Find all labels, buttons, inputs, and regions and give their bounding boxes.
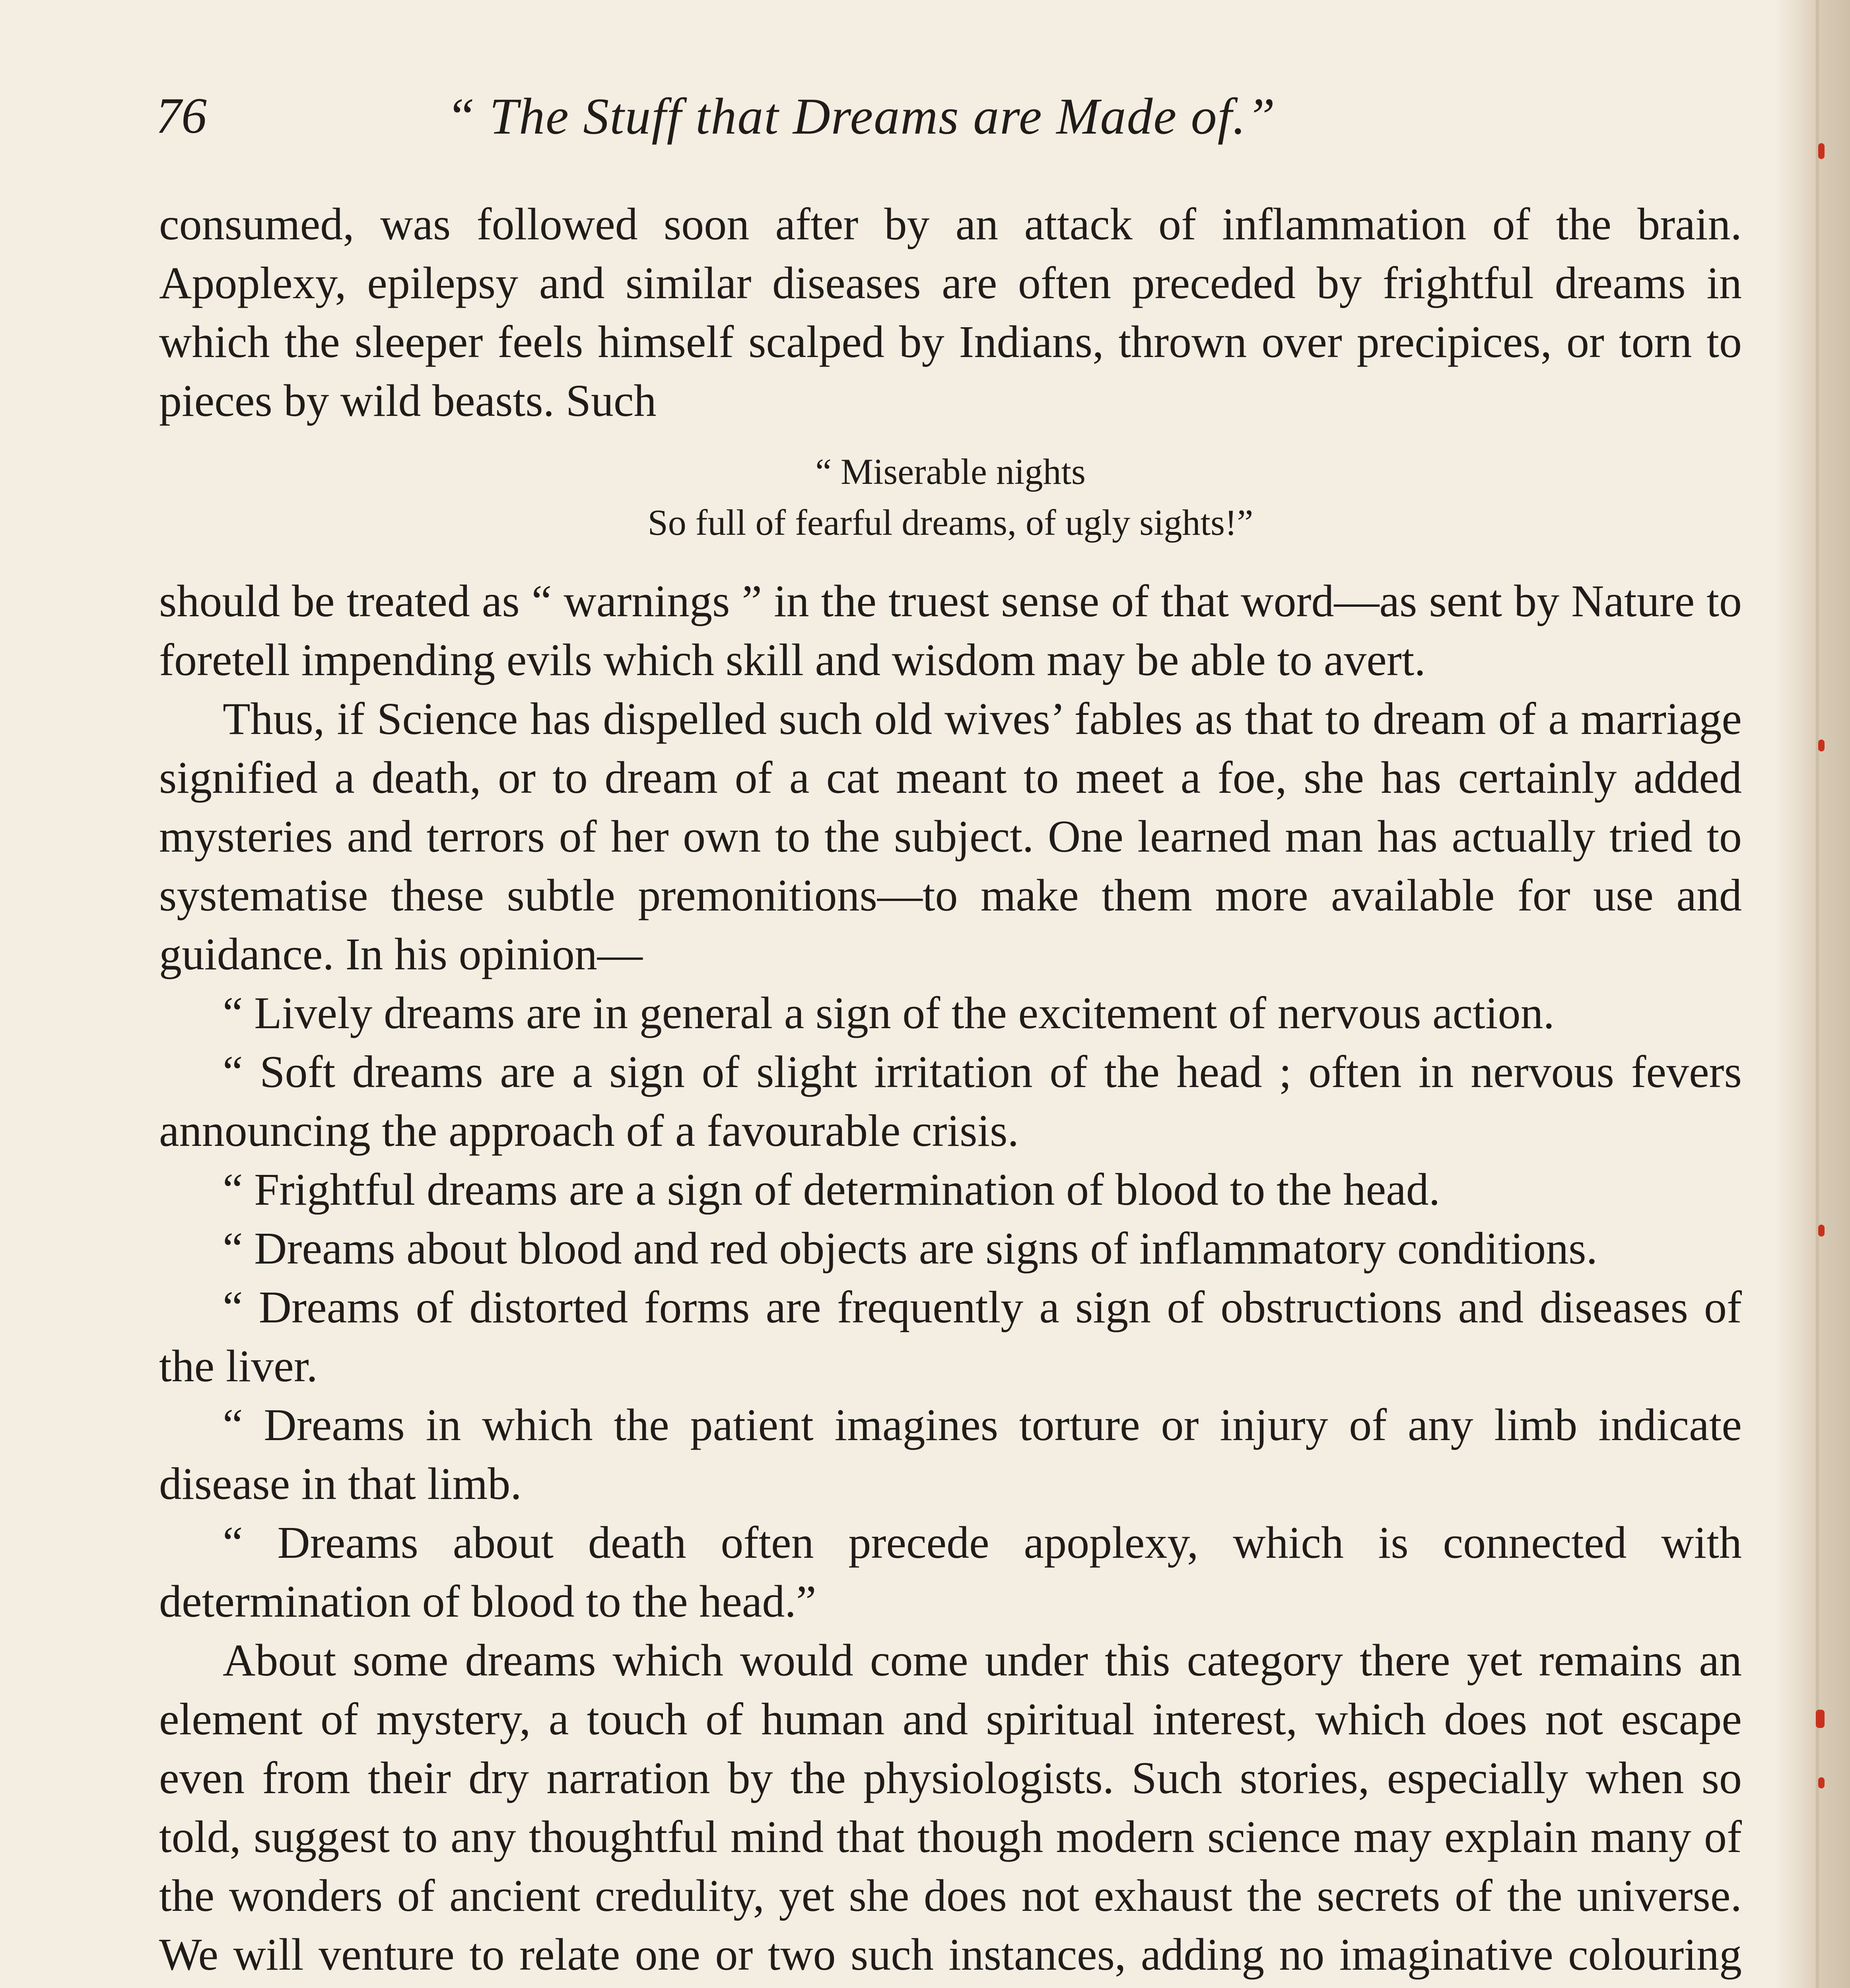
margin-mark <box>1818 740 1825 751</box>
page-body <box>159 195 1742 1988</box>
page-number: 76 <box>156 87 207 144</box>
quoted-opinion: “ Dreams of distorted forms are frequently a sign of obstructions and diseases of the liver. <box>159 1282 1742 1391</box>
quoted-opinion: “ Frightful dreams are a sign of determination of blood to the head. <box>223 1164 1440 1215</box>
paragraph: consumed, was followed soon after by an attack of inflammation of the brain. Apoplexy, epilepsy and similar diseases are often preceded by frightful dreams in which the sleeper feels himself scalped by Indians, thrown over precipices, or torn to pieces by wild beasts. Such <box>159 199 1742 426</box>
margin-mark <box>1818 1777 1825 1788</box>
paragraph: About some dreams which would come under this category there yet remains an element of mystery, a touch of human and spiritual interest, which does not escape even from their dry narration by the physiologists. Such stories, especially when so told, suggest to any thoughtful mind that though modern science may explain many of the wonders of ancient credulity, yet she does not exhaust the secrets of the universe. We will venture to relate one or two such instances, adding no imaginative colouring <box>159 1635 1742 1980</box>
page-gutter-shadow <box>1774 0 1850 1988</box>
margin-mark <box>1818 1225 1825 1237</box>
quoted-opinion: “ Soft dreams are a sign of slight irritation of the head ; often in nervous fevers announcing the approach of a favourable crisis. <box>159 1046 1742 1156</box>
running-title: “ The Stuff that Dreams are Made of.” <box>446 88 1276 145</box>
margin-mark <box>1818 143 1825 159</box>
verse-line: “ Miserable nights <box>815 451 1086 492</box>
quoted-opinion: “ Dreams about death often precede apoplexy, which is connected with determination of blood to the head.” <box>159 1517 1742 1627</box>
page-header <box>156 87 1747 154</box>
quoted-opinion: “ Dreams about blood and red objects are signs of inflammatory conditions. <box>223 1223 1598 1274</box>
verse-quote <box>159 446 1742 548</box>
quoted-opinion: “ Dreams in which the patient imagines torture or injury of any limb indicate disease in that limb. <box>159 1400 1742 1509</box>
binding-line <box>1816 0 1819 1988</box>
margin-mark <box>1816 1710 1825 1728</box>
verse-line: So full of fearful dreams, of ugly sights!” <box>647 502 1253 543</box>
paragraph: should be treated as “ warnings ” in the truest sense of that word—as sent by Nature to foretell impending evils which skill and wisdom may be able to avert. <box>159 576 1742 685</box>
paragraph: Thus, if Science has dispelled such old wives’ fables as that to dream of a marriage signified a death, or to dream of a cat meant to meet a foe, she has certainly added mysteries and terrors of her own to the subject. One learned man has actually tried to systematise these subtle premonitions—to make them more available for use and guidance. In his opinion— <box>159 693 1742 979</box>
quoted-opinion: “ Lively dreams are in general a sign of the excitement of nervous action. <box>223 988 1555 1038</box>
